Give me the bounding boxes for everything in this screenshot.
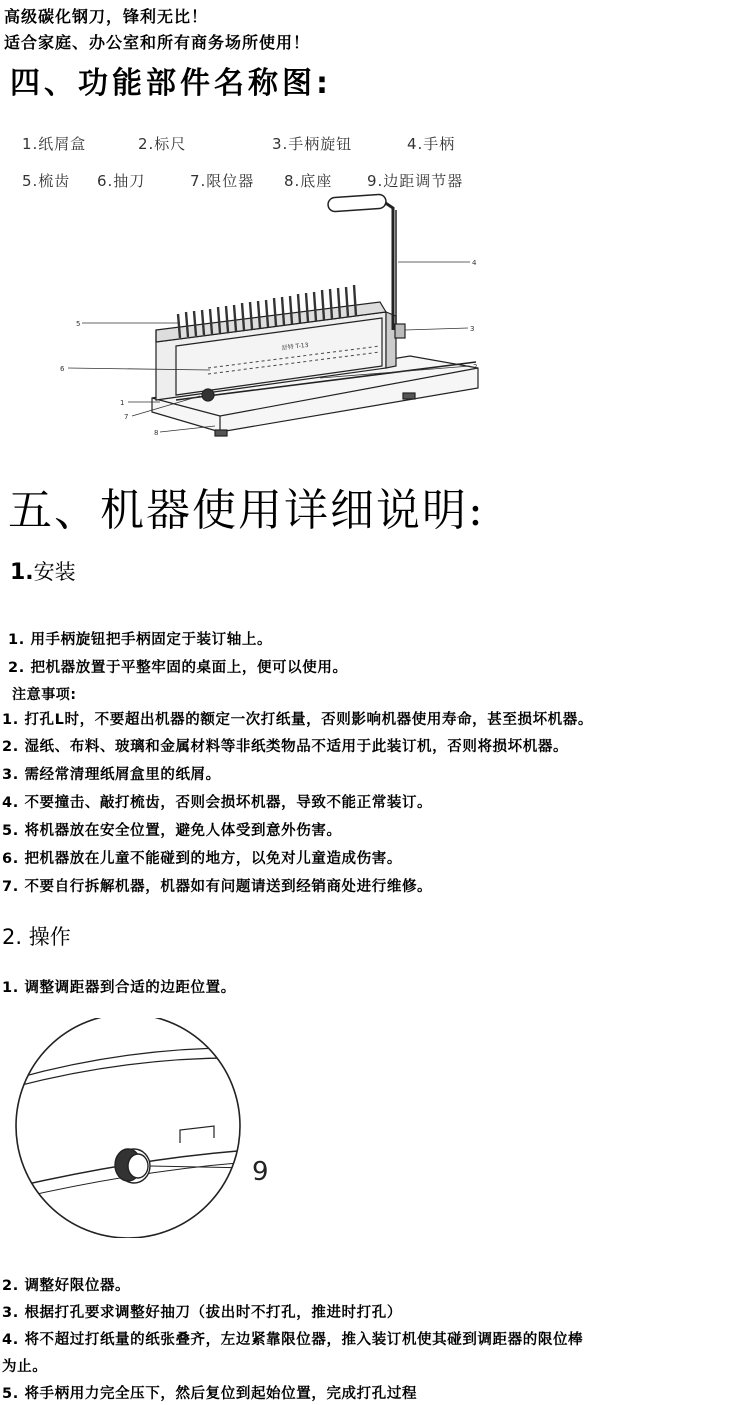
note-1: 1. 打孔L时，不要超出机器的额定一次打纸量，否则影响机器使用寿命，甚至损坏机器。 (2, 712, 593, 728)
part-label-1: 1.纸屑盒 (22, 135, 87, 153)
part-label-9: 9.边距调节器 (367, 172, 464, 190)
notes-heading: 注意事项: (12, 687, 77, 703)
part-label-2: 2.标尺 (138, 135, 187, 153)
callout-6: 6 (60, 365, 65, 373)
note-7: 7. 不要自行拆解机器，机器如有问题请送到经销商处进行维修。 (2, 879, 433, 895)
part-label-7: 7.限位器 (190, 172, 255, 190)
note-6: 6. 把机器放在儿童不能碰到的地方，以免对儿童造成伤害。 (2, 851, 402, 867)
install-step-1: 1. 用手柄旋钮把手柄固定于装订轴上。 (8, 632, 273, 648)
detail-callout-9: 9 (252, 1157, 269, 1187)
note-5: 5. 将机器放在安全位置，避免人体受到意外伤害。 (2, 823, 342, 839)
operate-step-5: 5. 将手柄用力完全压下，然后复位到起始位置，完成打孔过程 (2, 1386, 418, 1402)
callout-2: 2 (473, 363, 478, 371)
note-3: 3. 需经常清理纸屑盒里的纸屑。 (2, 767, 221, 783)
part-label-8: 8.底座 (284, 172, 333, 190)
part-label-4: 4.手柄 (407, 135, 456, 153)
callout-8: 8 (154, 429, 159, 437)
part-label-6: 6.抽刀 (97, 172, 146, 190)
callout-5: 5 (76, 320, 81, 328)
operate-step-4-cont: 为止。 (2, 1359, 48, 1375)
operate-step-2: 2. 调整好限位器。 (2, 1278, 131, 1294)
operate-heading: 2. 操作 (2, 925, 71, 949)
callout-1: 1 (120, 399, 125, 407)
part-label-5: 5.梳齿 (22, 172, 71, 190)
callout-4: 4 (472, 259, 477, 267)
callout-7: 7 (124, 413, 129, 421)
intro-line-2: 适合家庭、办公室和所有商务场所使用！ (4, 33, 311, 52)
install-heading-number: 1. (10, 560, 34, 585)
section4-title: 四、功能部件名称图: (10, 66, 332, 101)
note-2: 2. 湿纸、布料、玻璃和金属材料等非纸类物品不适用于此装订机，否则将损坏机器。 (2, 739, 569, 755)
intro-line-1: 高级碳化钢刀，锋利无比！ (4, 7, 209, 26)
operate-step-3: 3. 根据打孔要求调整好抽刀（拔出时不打孔，推进时打孔） (2, 1305, 402, 1321)
note-4: 4. 不要撞击、敲打梳齿，否则会损坏机器，导致不能正常装订。 (2, 795, 433, 811)
install-step-2: 2. 把机器放置于平整牢固的桌面上，便可以使用。 (8, 660, 348, 676)
operate-step-1: 1. 调整调距器到合适的边距位置。 (2, 980, 236, 996)
operate-step-4: 4. 将不超过打纸量的纸张叠齐，左边紧靠限位器，推入装订机使其碰到调距器的限位棒 (2, 1332, 584, 1348)
machine-diagram (0, 190, 756, 450)
section5-title: 五、机器使用详细说明: (8, 485, 485, 536)
install-heading (10, 556, 76, 586)
nameplate-text: 舒特 T-13 (281, 341, 309, 352)
part-label-3: 3.手柄旋钮 (272, 135, 353, 153)
callout-3: 3 (470, 325, 475, 333)
install-heading-text: 安装 (33, 560, 76, 584)
margin-adjuster-detail (0, 1018, 300, 1238)
